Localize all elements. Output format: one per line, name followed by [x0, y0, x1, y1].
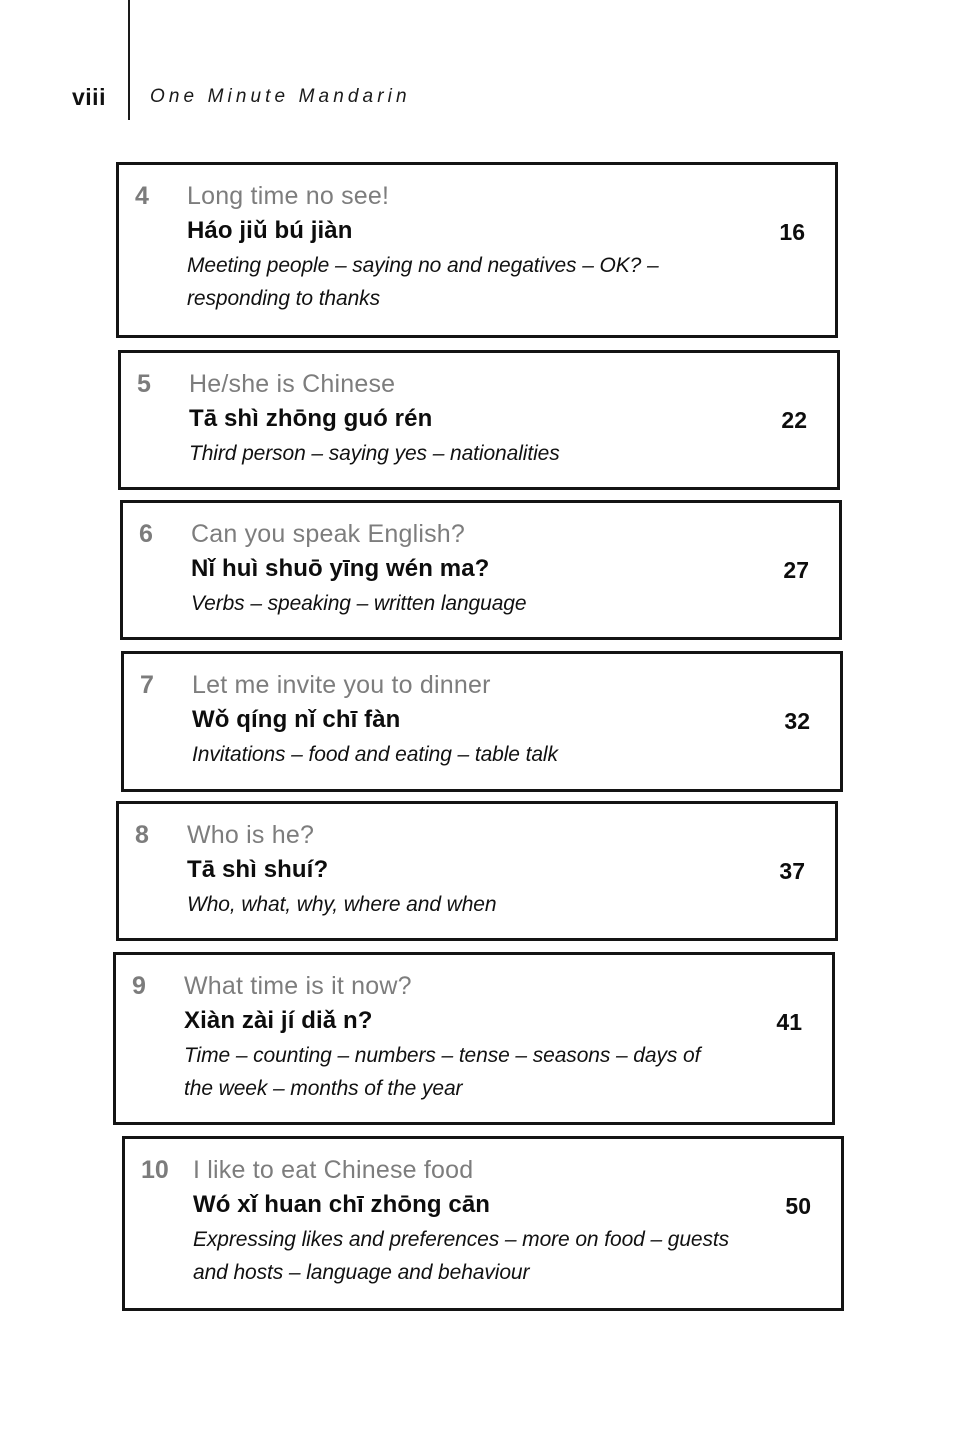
toc-entry-title: Long time no see!	[187, 182, 390, 210]
toc-entry-number: 10	[141, 1156, 169, 1184]
toc-entry-inner	[123, 503, 839, 651]
toc-entry-pinyin: Wó xǐ huan chī zhōng cān	[193, 1191, 491, 1218]
toc-entry[interactable]	[121, 651, 843, 792]
toc-entry-page-number: 37	[779, 858, 805, 884]
toc-entry-number: 6	[139, 520, 153, 548]
toc-entry-body	[184, 969, 832, 1105]
toc-entry-body	[192, 668, 840, 771]
toc-entry-description: Who, what, why, where and when	[187, 893, 497, 916]
toc-entry[interactable]	[122, 1136, 844, 1311]
toc-entry-pinyin: Xiàn zài jí diǎ n?	[184, 1007, 373, 1034]
toc-entry-inner	[116, 955, 832, 1136]
running-head	[0, 0, 960, 130]
toc-entry-page-number: 41	[776, 1009, 802, 1035]
toc-entry-number: 4	[135, 182, 149, 210]
toc-entry-number: 5	[137, 370, 151, 398]
toc-entry-description: Third person – saying yes – nationalities	[189, 442, 560, 465]
toc-entry[interactable]	[113, 952, 835, 1125]
toc-entry-pinyin: Tā shì zhōng guó rén	[189, 405, 433, 432]
toc-entry-body	[187, 818, 835, 921]
toc-entry[interactable]	[120, 500, 842, 640]
toc-entry-number: 8	[135, 821, 149, 849]
toc-entry-body	[191, 517, 839, 620]
toc-entry-description: Verbs – speaking – written language	[191, 592, 527, 615]
toc-entry[interactable]	[116, 801, 838, 941]
toc-entry-pinyin: Nǐ huì shuō yīng wén ma?	[191, 555, 490, 582]
toc-entry-page-number: 16	[779, 219, 805, 245]
toc-entry-pinyin: Wǒ qíng nǐ chī fàn	[192, 706, 401, 733]
toc-entry-inner	[125, 1139, 841, 1322]
toc-entry-inner	[119, 165, 835, 349]
toc-entry-title: He/she is Chinese	[189, 370, 396, 398]
toc-entry-body	[187, 179, 835, 315]
toc-entry-body	[189, 367, 837, 470]
toc-entry-title: Who is he?	[187, 821, 315, 849]
toc-entry-title: Let me invite you to dinner	[192, 671, 491, 699]
toc-entry-description: Invitations – food and eating – table talk	[192, 743, 558, 766]
toc-entry-inner	[124, 654, 840, 803]
toc-entry-page-number: 22	[781, 407, 807, 433]
toc-entry-pinyin: Tā shì shuí?	[187, 856, 329, 883]
toc-entry-title: I like to eat Chinese food	[193, 1156, 474, 1184]
toc-entry-description: Time – counting – numbers – tense – seasons – days of the week – months of the year	[184, 1044, 701, 1100]
toc-entry-description: Expressing likes and preferences – more on food – guests and hosts – language and behaviour	[193, 1228, 730, 1284]
toc-entry-body	[193, 1153, 841, 1289]
toc-entry[interactable]	[118, 350, 840, 490]
page-folio: viii	[72, 84, 106, 110]
toc-entry-number: 7	[140, 671, 154, 699]
toc-entry-description: Meeting people – saying no and negatives – OK? – responding to thanks	[187, 254, 659, 310]
toc-entry-page-number: 32	[784, 708, 810, 734]
toc-entry-page-number: 27	[783, 557, 809, 583]
toc-entry-title: What time is it now?	[184, 972, 412, 1000]
toc-entry-title: Can you speak English?	[191, 520, 466, 548]
toc-entry[interactable]	[116, 162, 838, 338]
toc-entry-number: 9	[132, 972, 146, 1000]
toc-entry-pinyin: Háo jiǔ bú jiàn	[187, 217, 353, 244]
book-title: One Minute Mandarin	[150, 86, 411, 107]
header-divider-rule	[128, 0, 130, 120]
toc-entry-page-number: 50	[785, 1193, 811, 1219]
toc-entry-inner	[119, 804, 835, 952]
toc-entry-inner	[121, 353, 837, 501]
